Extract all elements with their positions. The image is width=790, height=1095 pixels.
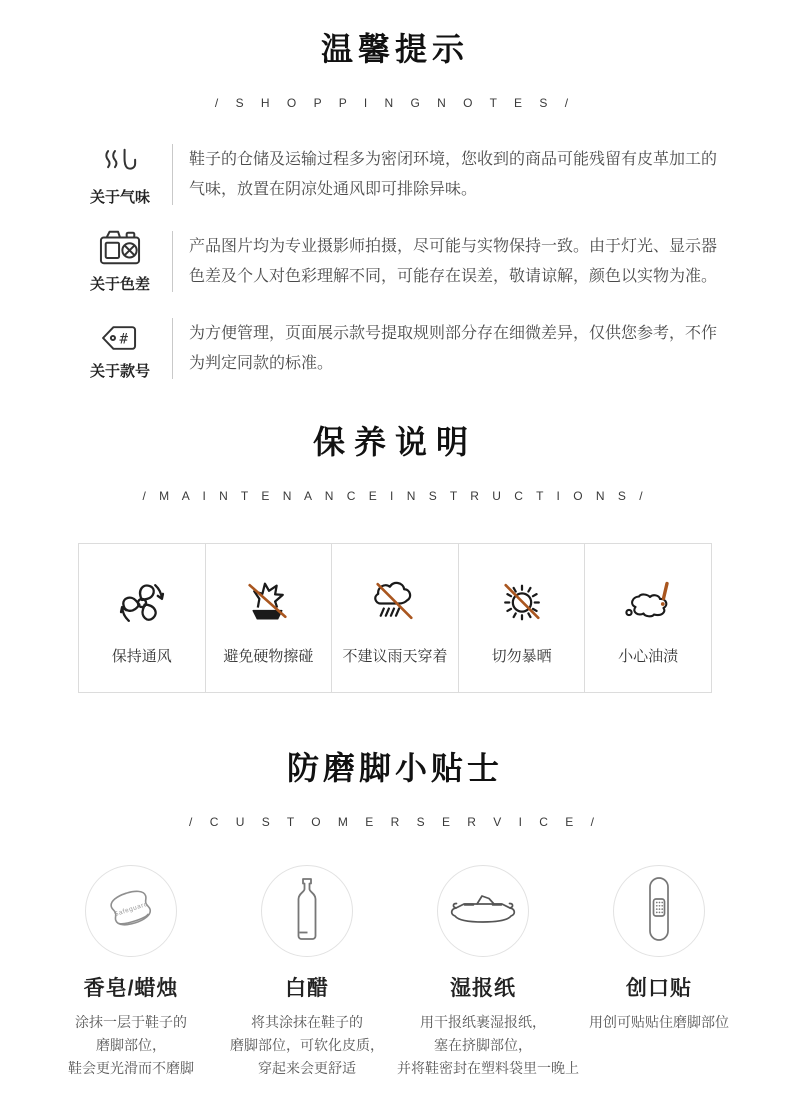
tip-col-soap: [45, 865, 217, 1080]
tips-row: [0, 865, 790, 1080]
notes-rows: [0, 142, 790, 381]
tip-title-newspaper: 湿报纸: [450, 977, 516, 1000]
tag-icon: [97, 316, 143, 354]
tip-desc-line: 鞋会更光滑而不磨脚: [68, 1060, 194, 1076]
note-text-style: 为方便管理，页面展示款号提取规则部分存在细微差异，仅供您参考，不作为判定同款的标准。: [189, 324, 718, 372]
care-label-ventilation: 保持通风: [111, 647, 172, 665]
tip-desc-line: 涂抹一层于鞋子的: [75, 1014, 187, 1030]
note-text-smell: 鞋子的仓储及运输过程多为密闭环境，您收到的商品可能残留有皮革加工的气味，放置在阴凉处通风即可排除异味。: [189, 150, 718, 198]
note-row-color: [0, 229, 790, 294]
newspaper-icon: [445, 886, 521, 937]
tip-desc-line: 用干报纸裹湿报纸，: [420, 1014, 546, 1030]
care-box-sun: [458, 543, 586, 693]
fan-icon: [113, 571, 171, 635]
tip-desc-newspaper: [397, 1011, 579, 1080]
bandaid-icon: [642, 875, 676, 948]
soap-brand-text: Safeguard: [113, 900, 150, 918]
tips-subtitle: / C U S T O M E R S E R V I C E /: [189, 815, 601, 829]
tips-section: [0, 743, 790, 1080]
tip-title-soap: 香皂/蜡烛: [83, 977, 179, 1000]
maintenance-section: [0, 417, 790, 693]
note-iconcol-color: [68, 229, 172, 294]
tip-desc-line: 并将鞋密封在塑料袋里一晚上: [397, 1060, 579, 1076]
tip-title-bandaid: 创口贴: [626, 977, 692, 1000]
tips-title: 防磨脚小贴士: [286, 750, 503, 786]
oil-stain-icon: [617, 571, 679, 635]
note-row-style: [0, 316, 790, 381]
camera-icon: [96, 229, 144, 267]
notes-title: 温馨提示: [320, 31, 469, 67]
tip-desc-soap: [45, 1011, 217, 1080]
care-label-oil: 小心油渍: [618, 647, 679, 665]
tag-hash-glyph: #: [119, 331, 129, 348]
divider: [172, 318, 173, 379]
soap-circle: [85, 865, 177, 957]
tip-col-vinegar: [221, 865, 393, 1080]
divider: [172, 231, 173, 292]
vinegar-circle: [261, 865, 353, 957]
bottle-icon: [290, 876, 324, 947]
bandaid-circle: [613, 865, 705, 957]
tip-desc-line: 穿起来会更舒适: [258, 1060, 356, 1076]
tip-col-bandaid: [573, 865, 745, 1080]
divider: [172, 144, 173, 205]
note-label-smell: 关于气味: [89, 189, 150, 206]
tip-desc-bandaid: [573, 1011, 745, 1034]
tip-title-vinegar: 白醋: [285, 977, 329, 1000]
maintenance-subtitle: / M A I N T E N A N C E I N S T R U C T I O N S /: [142, 489, 648, 503]
newspaper-circle: [437, 865, 529, 957]
maintenance-title: 保养说明: [312, 424, 477, 460]
no-hard-object-icon: [239, 571, 297, 635]
tip-desc-line: 磨脚部位，可软化皮质，: [230, 1037, 384, 1053]
note-iconcol-style: [68, 316, 172, 381]
note-label-color: 关于色差: [89, 276, 150, 293]
note-label-style: 关于款号: [89, 363, 150, 380]
tip-col-newspaper: [397, 865, 579, 1080]
shopping-notes-section: [0, 0, 790, 381]
note-iconcol-smell: [68, 142, 172, 207]
tip-desc-line: 用创可贴贴住磨脚部位: [589, 1014, 729, 1030]
tip-desc-line: 将其涂抹在鞋子的: [251, 1014, 363, 1030]
care-label-sun: 切勿暴晒: [491, 647, 552, 665]
notes-subtitle: / S H O P P I N G N O T E S /: [214, 96, 576, 110]
tip-desc-vinegar: [221, 1011, 393, 1080]
care-row: [78, 543, 712, 693]
tip-desc-line: 磨脚部位，: [96, 1037, 166, 1053]
care-box-hard-objects: [205, 543, 333, 693]
note-text-color: 产品图片均为专业摄影师拍摄，尽可能与实物保持一致。由于灯光、显示器色差及个人对色彩理解不同，可能存在误差，敬请谅解，颜色以实物为准。: [189, 237, 718, 285]
care-box-oil: [584, 543, 712, 693]
note-row-smell: [0, 142, 790, 207]
care-box-rain: [331, 543, 459, 693]
no-rain-icon: [366, 571, 424, 635]
care-label-rain: 不建议雨天穿着: [342, 647, 448, 665]
smell-icon: [98, 142, 142, 180]
care-label-hard-objects: 避免硬物擦碰: [223, 647, 314, 665]
tip-desc-line: 塞在挤脚部位，: [434, 1037, 532, 1053]
soap-icon: [97, 883, 165, 940]
no-sun-icon: [493, 571, 551, 635]
care-box-ventilation: [78, 543, 206, 693]
